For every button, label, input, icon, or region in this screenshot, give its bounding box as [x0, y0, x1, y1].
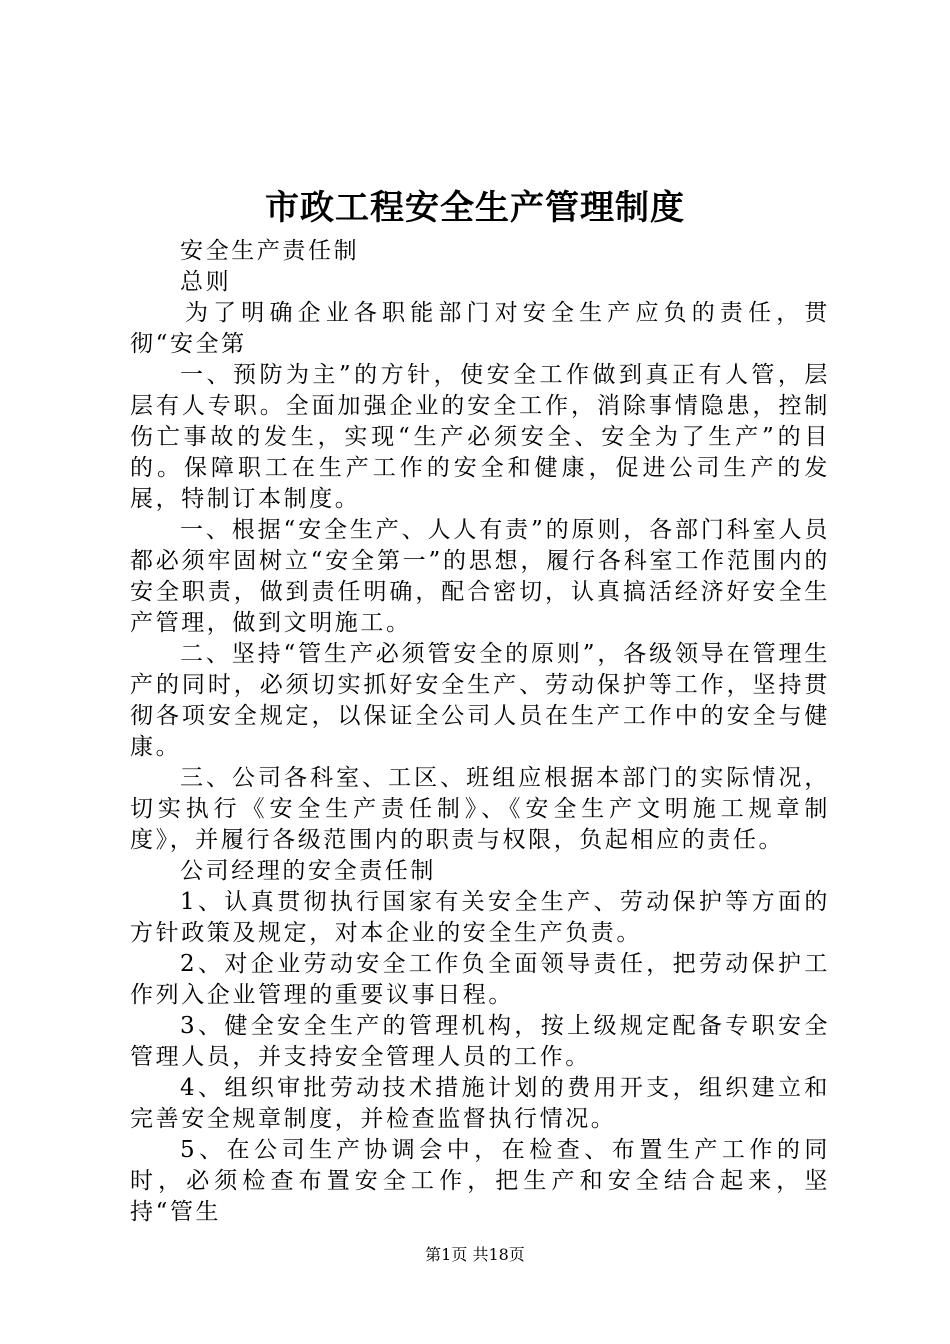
paragraph: 为了明确企业各职能部门对安全生产应负的责任，贯彻“安全第 — [130, 300, 830, 357]
paragraph: 一、预防为主”的方针，使安全工作做到真正有人管，层层有人专职。全面加强企业的安全工作，消除事情隐患，控制伤亡事故的发生，实现“生产必须安全、安全为了生产”的目的。保障职工在生产工作的安全和健康，促进公司生产的发展，特制订本制度。 — [130, 362, 830, 512]
list-item: 5、在公司生产协调会中，在检查、布置生产工作的同时，必须检查布置安全工作，把生产和安全结合起来，坚持“管生 — [130, 1137, 830, 1225]
document-body — [130, 236, 830, 1228]
manager-heading: 公司经理的安全责任制 — [180, 858, 436, 884]
page-footer: 第1页 共18页 — [425, 1245, 525, 1264]
document-title: 市政工程安全生产管理制度 — [265, 188, 685, 228]
paragraph: 二、坚持“管生产必须管安全的原则”，各级领导在管理生产的同时，必须切实抓好安全生产、劳动保护等工作，坚持贯彻各项安全规定，以保证全公司人员在生产工作中的安全与健康。 — [130, 641, 830, 760]
list-item: 3、健全安全生产的管理机构，按上级规定配备专职安全管理人员，并支持安全管理人员的工作。 — [130, 1013, 830, 1070]
general-heading: 总则 — [180, 269, 232, 295]
list-item: 4、组织审批劳动技术措施计划的费用开支，组织建立和完善安全规章制度，并检查监督执行情况。 — [130, 1075, 830, 1132]
paragraph: 三、公司各科室、工区、班组应根据本部门的实际情况，切实执行《安全生产责任制》、《安全生产文明施工规章制度》，并履行各级范围内的职责与权限，负起相应的责任。 — [130, 765, 830, 853]
list-item: 2、对企业劳动安全工作负全面领导责任，把劳动保护工作列入企业管理的重要议事日程。 — [130, 951, 830, 1008]
list-item: 1、认真贯彻执行国家有关安全生产、劳动保护等方面的方针政策及规定，对本企业的安全生产负责。 — [130, 889, 830, 946]
paragraph: 一、根据“安全生产、人人有责”的原则，各部门科室人员都必须牢固树立“安全第一”的思想，履行各科室工作范围内的安全职责，做到责任明确，配合密切，认真搞活经济好安全生产管理，做到文明施工。 — [130, 517, 830, 636]
section-heading: 安全生产责任制 — [180, 238, 360, 264]
